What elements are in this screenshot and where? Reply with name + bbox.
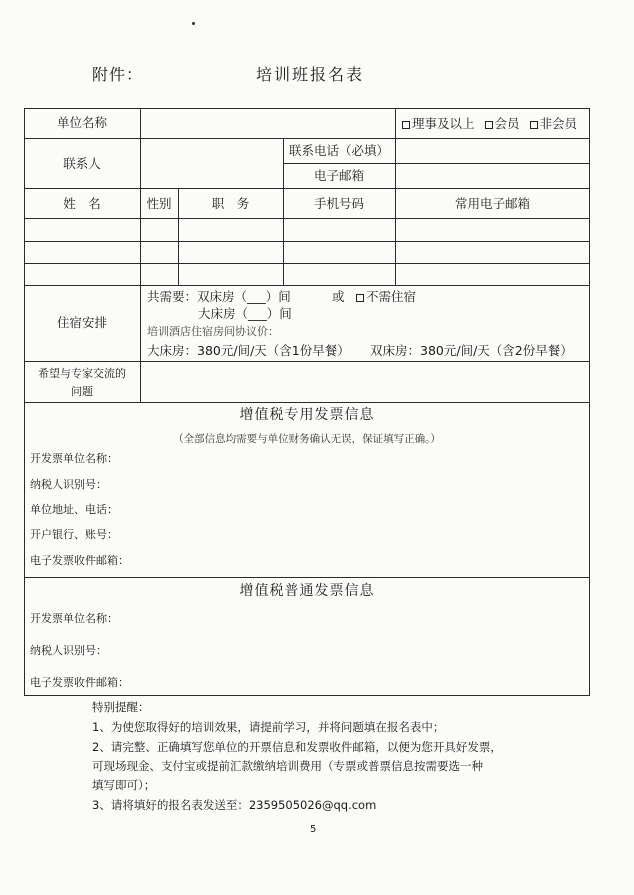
phone-label: 联系电话（必填） [288,143,389,158]
reminder-item-2a: 2、请完整、正确填写您单位的开票信息和发票收件邮箱，以便为您开具好发票， [92,740,502,754]
grid-line [395,108,396,138]
member-type-options [402,117,577,131]
option-non-member: 非会员 [539,116,578,131]
vat-normal-unit-name: 开发票单位名称： [30,612,118,625]
grid-line [24,577,590,578]
page-number: 5 [310,824,317,835]
checkbox-council[interactable] [402,121,410,129]
vat-normal-title: 增值税普通发票信息 [239,583,375,599]
attachment-label: 附件： [92,65,144,84]
option-member: 会员 [494,116,520,131]
reminder-item-3: 3、请将填好的报名表发送至：2359505026@qq.com [92,798,377,812]
grid-line [24,241,590,242]
vat-normal-email: 电子发票收件邮箱： [30,676,129,689]
unit-name-label: 单位名称 [56,115,107,130]
reminder-title: 特别提醒： [92,700,150,714]
grid-line [24,263,590,264]
col-position: 职 务 [211,196,250,211]
twin-room-price: 双床房：380元/间/天（含2份早餐） [370,343,573,358]
vat-special-unit-name: 开发票单位名称： [30,452,118,465]
checkbox-non-member[interactable] [530,121,538,129]
vat-special-bank-account: 开户银行、账号： [30,528,118,541]
scan-speck [192,22,195,25]
col-name: 姓 名 [63,196,101,211]
vat-normal-tax-id: 纳税人识别号： [30,644,107,657]
vat-special-address-phone: 单位地址、电话： [30,503,118,516]
expert-question-label-1: 希望与专家交流的 [38,367,126,380]
email-label: 电子邮箱 [313,168,364,183]
grid-line [24,402,590,403]
hotel-price-label: 培训酒店住宿房间协议价： [147,325,279,338]
page-title: 培训班报名表 [256,65,365,84]
king-room-price: 大床房：380元/间/天（含1份早餐） [147,343,350,358]
checkbox-no-accommodation[interactable] [356,294,364,302]
grid-line [395,138,396,188]
col-mobile: 手机号码 [313,196,364,211]
reminder-item-2b: 可现场现金、支付宝或提前汇款缴纳培训费用（专票或普票信息按需要选一种 [92,759,483,773]
accommodation-label: 住宿安排 [56,315,107,330]
grid-line [140,108,141,402]
grid-line [24,285,590,286]
no-accommodation-label: 不需住宿 [366,289,417,304]
vat-special-tax-id: 纳税人识别号： [30,478,107,491]
vat-special-email: 电子发票收件邮箱： [30,554,129,567]
col-gender: 性别 [146,196,172,211]
twin-room-line: 共需要：双床房（___）间 [147,289,291,304]
grid-line [283,163,590,164]
grid-line [24,361,590,362]
expert-question-label-2: 问题 [71,385,93,398]
or-text: 或 [332,289,345,304]
no-accommodation-option [356,290,416,304]
reminder-item-1: 1、为使您取得好的培训效果，请提前学习，并将问题填在报名表中； [92,720,445,734]
reminder-item-2c: 填写即可）； [92,778,156,792]
checkbox-member[interactable] [485,121,493,129]
vat-special-title: 增值税专用发票信息 [239,407,375,423]
option-council: 理事及以上 [412,116,475,131]
col-email: 常用电子邮箱 [454,196,530,211]
vat-special-note: （全部信息均需要与单位财务确认无误，保证填写正确。） [173,433,441,445]
grid-line [24,188,590,189]
king-room-line: 大床房（___）间 [198,306,292,321]
contact-label: 联系人 [63,156,101,171]
grid-line [24,138,590,139]
grid-line [24,218,590,219]
